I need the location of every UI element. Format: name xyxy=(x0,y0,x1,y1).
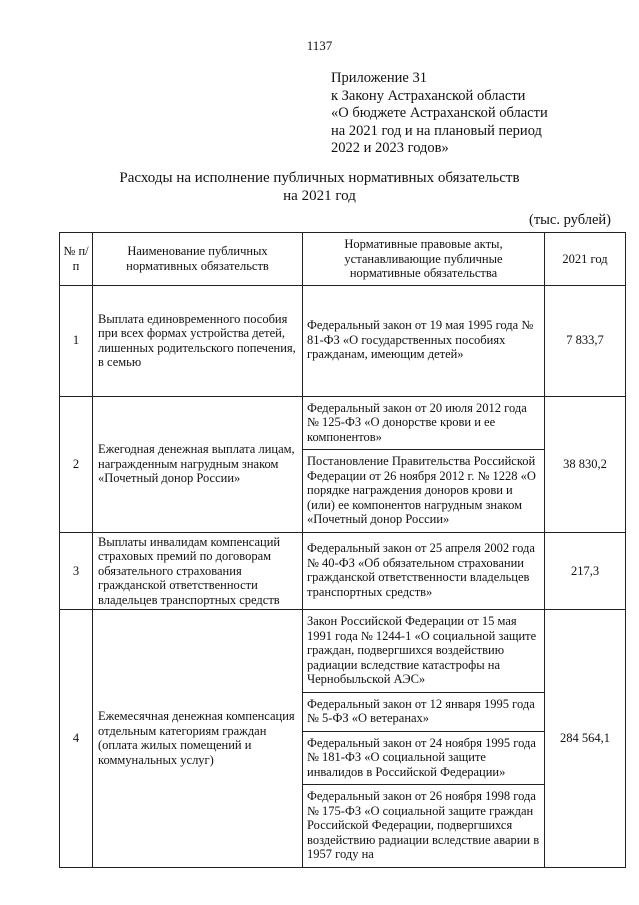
row-name xyxy=(93,532,303,610)
row-amount: 38 830,2 xyxy=(545,396,626,532)
legal-act: Федеральный закон от 12 января 1995 года № 5-ФЗ «О ветеранах» xyxy=(303,693,544,732)
row-acts xyxy=(303,285,545,396)
appendix-line: «О бюджете Астраханской области xyxy=(331,105,548,121)
units-label: (тыс. рублей) xyxy=(529,212,611,228)
table-row xyxy=(60,396,626,532)
appendix-note xyxy=(331,70,631,158)
row-name-text: Выплата единовременного пособия при всех формах устройства детей, лишенных родительского попечения, в семью xyxy=(98,311,296,369)
row-acts xyxy=(303,396,545,532)
title-line-2: на 2021 год xyxy=(283,188,356,204)
document-title xyxy=(0,169,639,205)
legal-act: Федеральный закон от 25 апреля 2002 года № 40-ФЗ «Об обязательном страховании гражданской ответственности владельцев транспортных средств» xyxy=(307,541,535,599)
table-header-row xyxy=(60,233,626,286)
legal-act: Федеральный закон от 26 ноября 1998 года № 175-ФЗ «О социальной защите граждан Российской Федерации, подвергшихся воздействию радиации вследствие аварии в 1957 году на xyxy=(307,789,540,861)
legal-act: Закон Российской Федерации от 15 мая 1991 года № 1244-1 «О социальной защите граждан, подвергшихся воздействию радиации вследствие катастрофы на Чернобыльской АЭС» xyxy=(303,610,544,693)
row-num: 2 xyxy=(60,396,93,532)
row-amount: 7 833,7 xyxy=(545,285,626,396)
table-row xyxy=(60,285,626,396)
row-num: 3 xyxy=(60,532,93,610)
appendix-line: 2022 и 2023 годов» xyxy=(331,140,449,156)
row-name xyxy=(93,610,303,868)
appendix-line: на 2021 год и на плановый период xyxy=(331,122,542,139)
row-name-text: Ежемесячная денежная компенсация отдельным категориям граждан (оплата жилых помещений и коммунальных услуг) xyxy=(98,709,295,767)
header-year: 2021 год xyxy=(545,233,626,286)
row-amount: 284 564,1 xyxy=(545,610,626,868)
row-acts xyxy=(303,610,545,868)
obligations-table xyxy=(59,232,626,868)
header-acts: Нормативные правовые акты, устанавливающие публичные нормативные обязательства xyxy=(303,233,545,286)
row-name-text: Выплаты инвалидам компенсаций страховых премий по договорам обязательного страхования гражданской ответственности владельцев транспортных средств xyxy=(98,534,281,607)
legal-act: Постановление Правительства Российской Федерации от 26 ноября 2012 г. № 1228 «О порядке награждения доноров крови и (или) ее компонентов нагрудным знаком «Почетный донор России» xyxy=(307,454,536,526)
row-acts xyxy=(303,532,545,610)
legal-act: Федеральный закон от 24 ноября 1995 года № 181-ФЗ «О социальной защите инвалидов в Российской Федерации» xyxy=(303,732,544,786)
legal-act: Федеральный закон от 20 июля 2012 года № 125-ФЗ «О донорстве крови и ее компонентов» xyxy=(303,397,544,451)
title-line-1: Расходы на исполнение публичных нормативных обязательств xyxy=(119,170,520,186)
page-number: 1137 xyxy=(306,38,333,53)
row-num: 4 xyxy=(60,610,93,868)
header-num: № п/п xyxy=(60,233,93,286)
row-amount: 217,3 xyxy=(545,532,626,610)
legal-act: Федеральный закон от 19 мая 1995 года № 81-ФЗ «О государственных пособиях гражданам, имеющим детей» xyxy=(307,318,534,362)
table-row xyxy=(60,610,626,868)
appendix-line: к Закону Астраханской области xyxy=(331,87,526,104)
row-name-text: Ежегодная денежная выплата лицам, награжденным нагрудным знаком «Почетный донор России» xyxy=(98,442,295,486)
appendix-line: Приложение 31 xyxy=(331,70,427,86)
row-num: 1 xyxy=(60,285,93,396)
table-row xyxy=(60,532,626,610)
row-name xyxy=(93,285,303,396)
row-name xyxy=(93,396,303,532)
header-name: Наименование публичных нормативных обязательств xyxy=(93,233,303,286)
